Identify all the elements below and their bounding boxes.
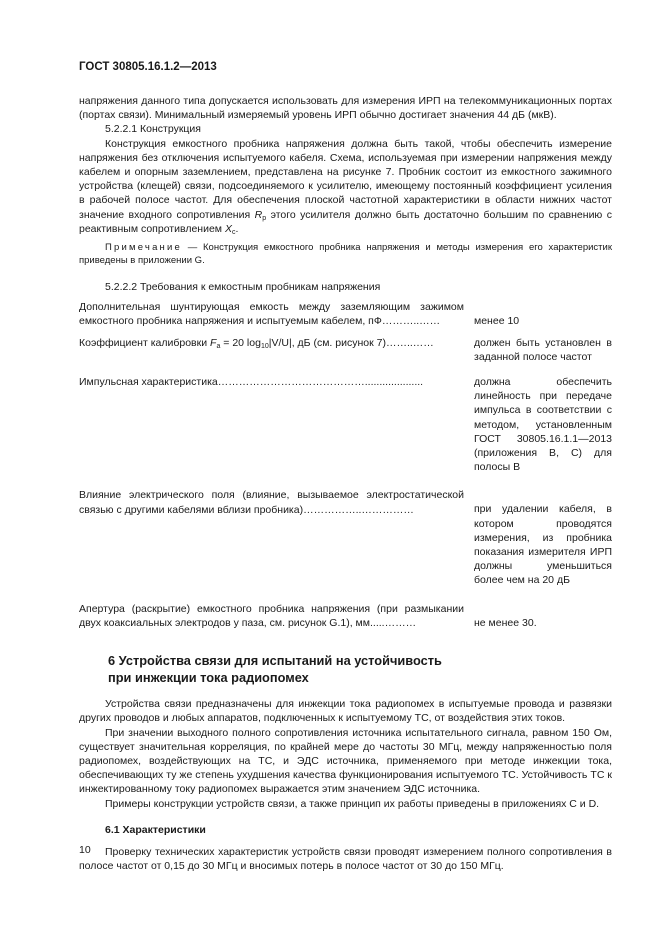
- requirement-value: менее 10: [474, 315, 520, 328]
- symbol-f: F: [210, 336, 217, 349]
- requirement-row: [79, 336, 612, 364]
- para-end: .: [235, 222, 239, 235]
- section-61-heading: 6.1 Характеристики: [105, 823, 206, 836]
- symbol-f-subscript: a: [216, 342, 221, 350]
- requirement-parameter: Влияние электрического поля (влияние, вызываемое электростатической связью с другими кабелями вблизи пробника)……………..……………: [79, 489, 464, 516]
- note-label: Примечание: [105, 242, 182, 254]
- requirement-parameter: Апертура (раскрытие) емкостного пробника напряжения (при размыкании двух коаксиальных электродов у паза, см. рисунок G.1), мм.....………: [79, 602, 464, 629]
- section-5221-heading: 5.2.2.1 Конструкция: [105, 123, 201, 136]
- document-header: ГОСТ 30805.16.1.2—2013: [79, 61, 217, 73]
- note-text: — Конструкция емкостного пробника напряжения и методы измерения его характеристик приведены в приложении G.: [79, 242, 612, 267]
- calib-text-a: Коэффициент калибровки: [79, 336, 208, 349]
- note-paragraph: [79, 241, 612, 267]
- section-61-paragraph: Проверку технических характеристик устройств связи проводят измерением полного сопротивления в полосе частот от 0,15 до 30 МГц и вносимых потерь в полосе частот от 30 до 150 МГц.: [79, 845, 612, 873]
- requirement-row: [79, 375, 612, 474]
- section-6-title-line2: при инжекции тока радиопомех: [108, 670, 309, 686]
- requirement-value: должна обеспечить линейность при передаче импульса в соответствии с методом, установленным ГОСТ 30805.16.1.1—2013 (приложения B, C) для полосы B: [474, 376, 612, 474]
- section-6-paragraph-2: При значении выходного полного сопротивления источника испытательного сигнала, равном 150 Ом, существует значительная корреляция, по крайней мере до частоты 30 МГц, между напряженностью поля радиопомех, воздействующих на ТС, и ЭДС источника, применяемого при методе инжекции тока, обеспечивающих ту же степень ухудшения качества функционирования испытуемого ТС. Устойчивость ТС к инжектированному току радиопомех выражается этим значением ЭДС источника.: [79, 726, 612, 796]
- requirement-value: при удалении кабеля, в котором проводятся измерения, из пробника показания измерителя ИРП должны уменьшиться более чем на 20 дБ: [474, 503, 612, 587]
- log-subscript: 10: [260, 342, 269, 350]
- requirement-parameter: [79, 336, 464, 350]
- requirement-row: [79, 602, 612, 630]
- requirement-parameter: Дополнительная шунтирующая емкость между заземляющим зажимом емкостного пробника напряжения и испытуемым кабелем, пФ………..……: [79, 301, 464, 328]
- para-text-a: Конструкция емкостного пробника напряжения должна быть такой, чтобы обеспечить измерение напряжения без отключения испытуемого кабеля. Схема, используемая при измерении напряжения между кабелем и опорным заземлением, представлена на рисунке 7. Пробник состоит из емкостного зажимного устройства (клещей) связи, подсоединяемого к усилителю, имеющему постоянный коэффициент усиления в рабочей полосе частот. Для обеспечения плоской частотной характеристики в области нижних частот значение входного сопротивления: [79, 137, 612, 221]
- page-body: [79, 94, 612, 873]
- section-6-title: [108, 652, 612, 686]
- page-number: 10: [79, 844, 91, 856]
- section-6-paragraph-3: Примеры конструкции устройств связи, а также принцип их работы приведены в приложениях C и D.: [105, 797, 600, 810]
- requirement-row: [79, 488, 612, 587]
- symbol-x-subscript: c: [231, 228, 236, 236]
- symbol-r: R: [254, 208, 263, 221]
- symbol-r-subscript: p: [262, 214, 267, 222]
- requirement-value: не менее 30.: [474, 616, 537, 629]
- requirement-parameter: Импульсная характеристика……………………………………....................: [79, 376, 424, 389]
- requirement-value: должен быть установлен в заданной полосе частот: [474, 336, 612, 363]
- para-text-b: этого усилителя должно быть достаточно большим по сравнению с реактивным сопротивлением: [79, 208, 613, 235]
- calib-text-c: |V/U|, дБ (см. рисунок 7)……..……: [268, 336, 434, 349]
- section-6-paragraph-1: Устройства связи предназначены для инжекции тока радиопомех в испытуемые провода и развязки других проводов и любых аппаратов, подключенных к испытуемому ТС, от воздействия этих токов.: [79, 698, 612, 725]
- section-5222-heading: 5.2.2.2 Требования к емкостным пробникам напряжения: [105, 281, 381, 294]
- calib-text-b: = 20 log: [223, 336, 261, 349]
- section-5221-paragraph: [79, 137, 612, 236]
- section-6-title-line1: 6 Устройства связи для испытаний на устойчивость: [108, 653, 442, 669]
- requirement-row: [79, 300, 612, 328]
- intro-paragraph: напряжения данного типа допускается использовать для измерения ИРП на телекоммуникационных портах (портах связи). Минимальный измеряемый уровень ИРП обычно достигает значения 44 дБ (мкВ).: [79, 95, 612, 122]
- symbol-x: X: [224, 222, 232, 235]
